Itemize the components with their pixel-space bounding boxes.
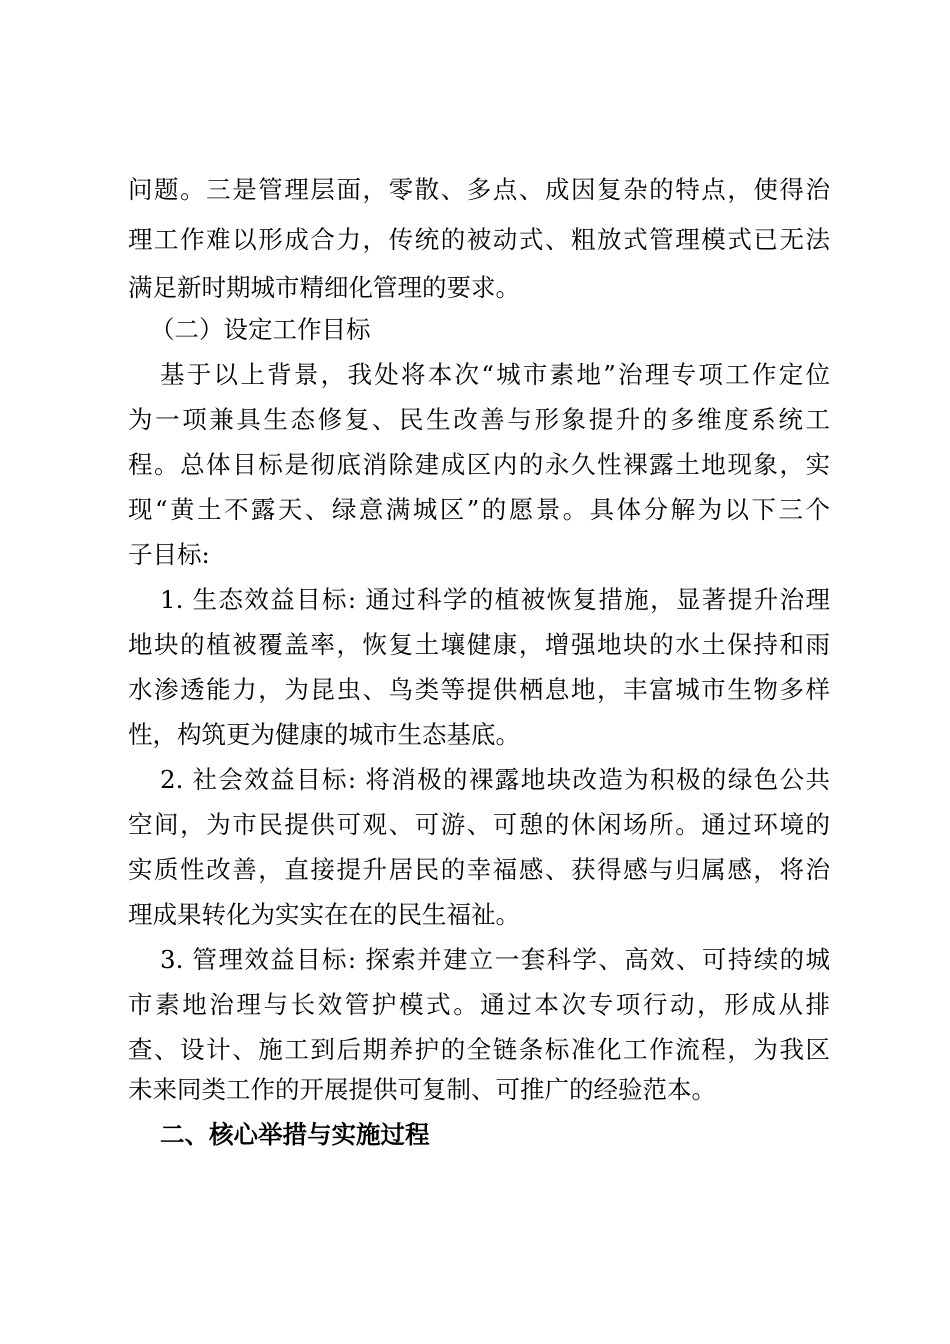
section-heading: 二、核心举措与实施过程 [160,1120,430,1149]
text-line: 市素地治理与长效管护模式。通过本次专项行动，形成从排 [128,990,830,1019]
text-line: 现“黄土不露天、绿意满城区”的愿景。具体分解为以下三个 [128,495,830,524]
section-subheading: （二）设定工作目标 [150,315,371,344]
text-line: 程。总体目标是彻底消除建成区内的永久性裸露土地现象，实 [128,450,830,479]
text-line: 问题。三是管理层面，零散、多点、成因复杂的特点，使得治 [128,175,830,204]
text-line: 地块的植被覆盖率，恢复土壤健康，增强地块的水土保持和雨 [128,630,830,659]
list-item-line: 2. 社会效益目标: 将消极的裸露地块改造为积极的绿色公共 [160,765,830,794]
text-line: 满足新时期城市精细化管理的要求。 [128,273,520,302]
list-item-line: 1. 生态效益目标: 通过科学的植被恢复措施，显著提升治理 [160,585,830,614]
text-line: 为一项兼具生态修复、民生改善与形象提升的多维度系统工 [128,405,830,434]
text-line: 理成果转化为实实在在的民生福祉。 [128,900,520,929]
text-line: 未来同类工作的开展提供可复制、可推广的经验范本。 [128,1075,716,1104]
text-line: 空间，为市民提供可观、可游、可憩的休闲场所。通过环境的 [128,810,830,839]
list-item-line: 3. 管理效益目标: 探索并建立一套科学、高效、可持续的城 [160,945,830,974]
text-line: 基于以上背景，我处将本次“城市素地”治理专项工作定位 [160,360,830,389]
text-line: 性，构筑更为健康的城市生态基底。 [128,720,520,749]
text-line: 理工作难以形成合力，传统的被动式、粗放式管理模式已无法 [128,225,830,254]
text-line: 水渗透能力，为昆虫、鸟类等提供栖息地，丰富城市生物多样 [128,675,830,704]
text-line: 实质性改善，直接提升居民的幸福感、获得感与归属感，将治 [128,855,830,884]
text-line: 子目标: [128,540,210,569]
text-line: 查、设计、施工到后期养护的全链条标准化工作流程，为我区 [128,1035,830,1064]
